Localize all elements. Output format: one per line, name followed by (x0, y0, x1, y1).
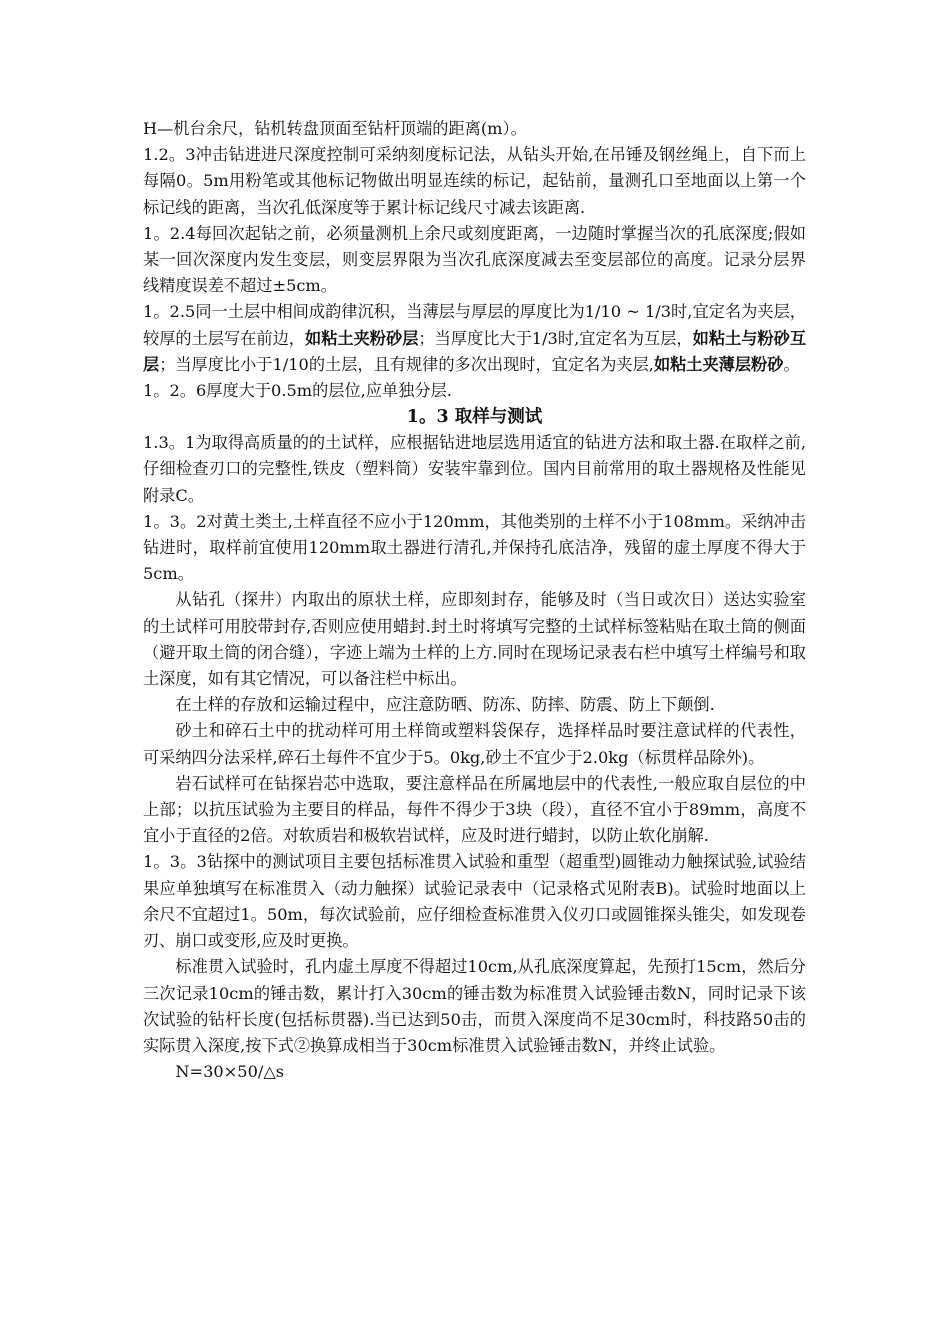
paragraph-1-2-5-text-2: ；当厚度比大于1/3时,宜定名为互层， (418, 328, 693, 348)
paragraph-1-2-5-text-3: ；当厚度比小于1/10的土层，且有规律的多次出现时，宜定名为夹层, (159, 354, 654, 374)
paragraph-1-3-3: 1。3。3钻探中的测试项目主要包括标准贯入试验和重型（超重型)圆锥动力触探试验,试验结果应单独填写在标准贯入（动力触探）试验记录表中（记录格式见附表B)。试验时地面以上余尺不宜超过1。50m，每次试验前，应仔细检查标准贯入仪刃口或圆锥探头锥尖，如发现卷刃、崩口或变形,应及时更换。 (143, 852, 806, 951)
bold-example-interlayer: 如粘土夹粉砂层 (305, 328, 419, 348)
paragraph-rock-samples: 岩石试样可在钻探岩芯中选取，要注意样品在所属地层中的代表性,一般应取自层位的中上部；以抗压试验为主要目的样品，每件不得少于3块（段），直径不宜小于89mm，高度不宜小于直径的2倍。对软质岩和极软岩试样，应及时进行蜡封，以防止软化崩解. (143, 773, 806, 846)
document-page (143, 116, 806, 1085)
formula-n: N=30×50/△s (175, 1062, 285, 1082)
paragraph-sample-transport: 在土样的存放和运输过程中，应注意防晒、防冻、防摔、防震、防上下颠倒. (175, 695, 715, 715)
paragraph-disturbed-samples: 砂土和碎石土中的扰动样可用土样筒或塑料袋保存，选择样品时要注意试样的代表性，可采纳四分法采样,碎石土每件不宜少于5。0kg,砂土不宜少于2.0kg（标贯样品除外)。 (143, 721, 806, 767)
bold-example-interbedded: 如粘土与粉砂互层 (143, 328, 807, 374)
paragraph-sample-sealing: 从钻孔（探井）内取出的原状土样，应即刻封存，能够及时（当日或次日）送达实验室的土试样可用胶带封存,否则应使用蜡封.封土时将填写完整的土试样标签粘贴在取土筒的侧面（避开取土筒的闭合缝），字迹上端为土样的上方.同时在现场记录表右栏中填写土样编号和取土深度，如有其它情况，可以备注栏中标出。 (143, 590, 806, 689)
paragraph-1-2-5-text-1: 1。2.5同一土层中相间成韵律沉积，当薄层与厚层的厚度比为1/10 ~ 1/3时,宜定名为夹层，较厚的土层写在前边， (143, 302, 806, 348)
paragraph-1-3-1: 1.3。1为取得高质量的的土试样，应根据钻进地层选用适宜的钻进方法和取土器.在取样之前,仔细检查刃口的完整性,铁皮（塑料筒）安装牢靠到位。国内目前常用的取土器规格及性能见附录C。 (143, 433, 806, 505)
paragraph-1-2-5-text-4: 。 (783, 354, 800, 374)
section-heading-sampling-testing: 1。3 取样与测试 (406, 407, 543, 428)
bold-example-thin-interlayer: 如粘土夹薄层粉砂 (653, 354, 784, 374)
paragraph-h-definition: H—机台余尺，钻机转盘顶面至钻杆顶端的距离(m）。 (143, 119, 527, 138)
paragraph-1-2-3: 1.2。3冲击钻进进尺深度控制可采纳刻度标记法，从钻头开始,在吊锤及钢丝绳上，自下而上每隔0。5m用粉笔或其他标记物做出明显连续的标记，起钻前，量测孔口至地面以上第一个标记线的距离，当次孔低深度等于累计标记线尺寸减去该距离. (143, 145, 806, 217)
paragraph-1-2-5 (143, 299, 806, 378)
paragraph-1-2-4: 1。2.4每回次起钻之前，必须量测机上余尺或刻度距离，一边随时掌握当次的孔底深度;假如某一回次深度内发生变层，则变层界限为当次孔底深度减去至变层部位的高度。记录分层界线精度误差不超过±5cm。 (143, 223, 806, 296)
paragraph-1-3-2: 1。3。2对黄土类土,土样直径不应小于120mm，其他类别的土样不小于108mm。采纳冲击钻进时，取样前宜使用120mm取土器进行清孔,并保持孔底洁净，残留的虚土厚度不得大于5cm。 (143, 511, 806, 584)
paragraph-1-2-6: 1。2。6厚度大于0.5m的层位,应单独分层. (143, 381, 452, 401)
paragraph-spt-procedure: 标准贯入试验时，孔内虚土厚度不得超过10cm,从孔底深度算起，先预打15cm，然后分三次记录10cm的锤击数，累计打入30cm的锤击数为标准贯入试验锤击数N，同时记录下该次试验的钻杆长度(包括标贯器).当已达到50击，而贯入深度尚不足30cm时，科技路50击的实际贯入深度,按下式②换算成相当于30cm标准贯入试验锤击数N，并终止试验。 (143, 957, 806, 1055)
